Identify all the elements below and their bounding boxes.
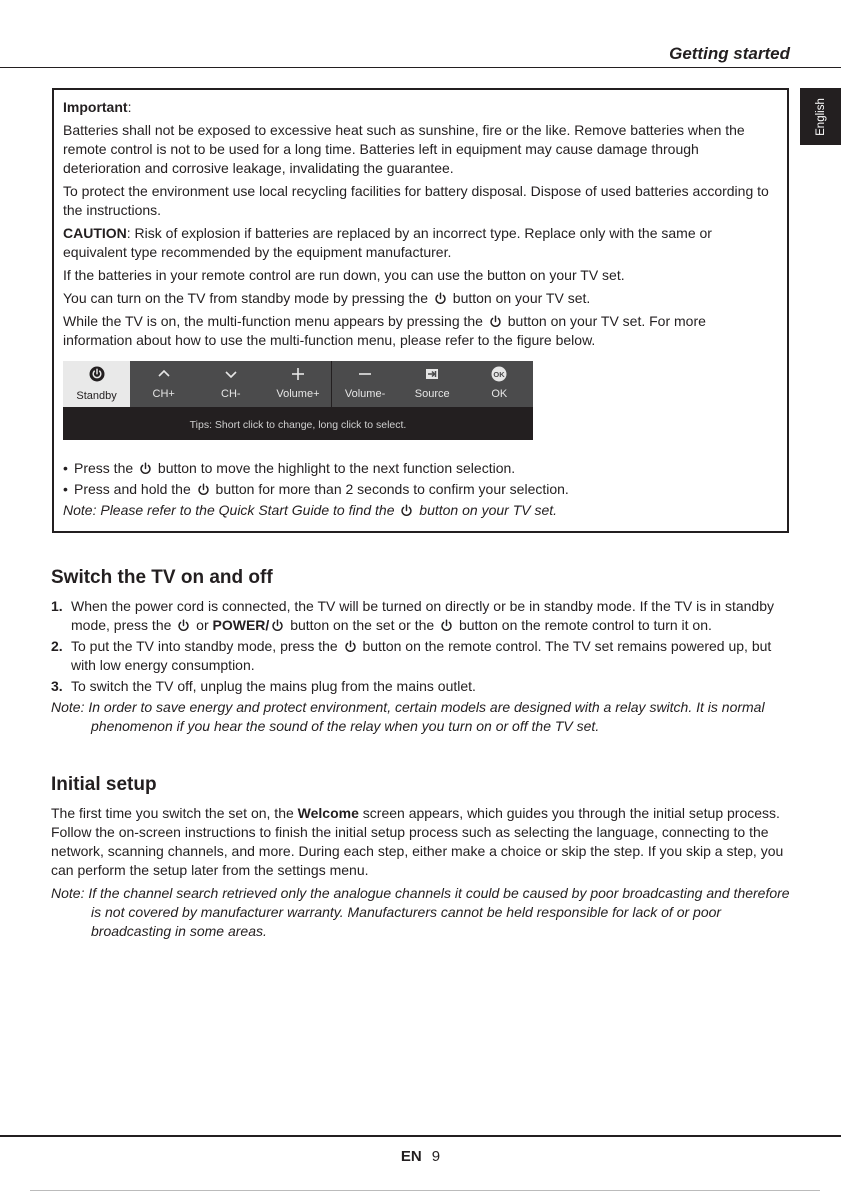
section-title: Initial setup [51,774,157,795]
caution-text: CAUTION: Risk of explosion if batteries are replaced by an incorrect type. Replace only with the same or equivalent type recommended by the equipment manufacturer. [63,225,712,260]
page-number [0,1148,841,1165]
language-code: EN [400,1148,422,1165]
list-item: • Press the button to move the highlight to the next function selection. [63,458,778,479]
power-icon [434,292,447,305]
power-icon [197,483,210,496]
important-box [52,88,789,533]
standby-text: You can turn on the TV from standby mode by pressing the button on your TV set. [63,290,591,306]
power-icon [177,619,190,632]
plus-icon [290,366,306,382]
menu-item-ch-up[interactable] [130,361,197,407]
list-item: 1. When the power cord is connected, the TV will be turned on directly or be in standby mode. If the TV is in standby mode, press the or POWER/ button on the set or the button on the remote control to turn it on. [51,598,774,633]
menu-divider [331,361,332,407]
chevron-up-icon [156,366,172,382]
menu-item-label: Standby [76,390,117,402]
minus-icon [357,366,373,382]
bottom-divider [30,1190,820,1191]
ok-glyph: OK [493,369,505,379]
broadcast-note: Note: If the channel search retrieved only the analogue channels it could be caused by poor broadcasting and therefore is not covered by manufacturer warranty. Manufacturers cannot be held responsible for lack of or poor broadcasting in some areas. [51,885,790,939]
menu-instructions [63,458,778,521]
menu-item-source[interactable] [399,361,466,407]
power-icon [400,504,413,517]
menu-item-volume-down[interactable] [332,361,399,407]
header-divider [0,67,841,68]
important-heading: Important [63,99,128,115]
run-down-text: If the batteries in your remote control are run down, you can use the button on your TV set. [63,267,625,283]
menu-item-label: OK [491,388,508,400]
welcome-label: Welcome [297,805,359,821]
menu-item-label: Source [414,388,450,400]
recycling-text: To protect the environment use local recycling facilities for battery disposal. Dispose of used batteries according to the instructions. [63,183,769,218]
setup-text: The first time you switch the set on, the Welcome screen appears, which guides you through the initial setup process. Follow the on-screen instructions to finish the initial setup process such as selecting the language, connecting to the network, scanning channels, and more. During each step, either make a choice or skip the step. If you skip a step, you can perform the setup later from the settings menu. [51,805,784,878]
menu-item-ok[interactable] [466,361,533,407]
power-icon [271,619,284,632]
language-tab [800,88,841,145]
power-icon [440,619,453,632]
menu-item-label: Volume+ [276,388,320,400]
power-icon [344,640,357,653]
setup-section [51,774,791,941]
source-icon [424,366,440,382]
quick-start-note: Note: Please refer to the Quick Start Guide to find the button on your TV set. [63,502,558,518]
power-icon [139,462,152,475]
menu-item-label: Volume- [344,388,386,400]
list-item: 3. To switch the TV off, unplug the mains plug from the mains outlet. [51,678,476,694]
section-title: Switch the TV on and off [51,567,273,588]
menu-item-standby[interactable] [63,361,130,407]
menu-item-label: CH- [221,388,241,400]
menu-item-volume-up[interactable] [264,361,331,407]
multi-function-text: While the TV is on, the multi-function menu appears by pressing the button on your TV set. For more information about how to use the multi-function menu, please refer to the figure below. [63,313,706,348]
important-heading-line: Important: [63,99,132,115]
footer-divider [0,1135,841,1137]
page-header-title: Getting started [669,44,790,63]
switch-section [51,567,791,736]
chevron-down-icon [223,366,239,382]
list-item: 2. To put the TV into standby mode, press the button on the remote control. The TV set remains powered up, but with low energy consumption. [51,638,772,673]
language-tab-label: English [814,97,827,136]
list-item: • Press and hold the button for more than 2 seconds to confirm your selection. [63,479,778,500]
page-number-value: 9 [431,1148,441,1165]
battery-warning-text: Batteries shall not be exposed to excessive heat such as sunshine, fire or the like. Remove batteries when the remote control is not to be used for a long time. Batteries left in equipment may cause damage through deterioration and corrosive leakage, invalidating the guarantee. [63,122,745,176]
power-icon [89,366,105,382]
menu-item-label: CH+ [152,388,175,400]
caution-label: CAUTION [63,225,127,241]
menu-item-ch-down[interactable] [197,361,264,407]
menu-tip: Tips: Short click to change, long click to select. [189,419,407,431]
menu-row [63,361,533,407]
multi-function-menu [63,361,533,440]
ok-icon [491,366,507,382]
power-icon [489,315,502,328]
relay-note: Note: In order to save energy and protect environment, certain models are designed with a relay switch. It is normal phenomenon if you hear the sound of the relay when you turn on or off the TV set. [51,699,765,734]
